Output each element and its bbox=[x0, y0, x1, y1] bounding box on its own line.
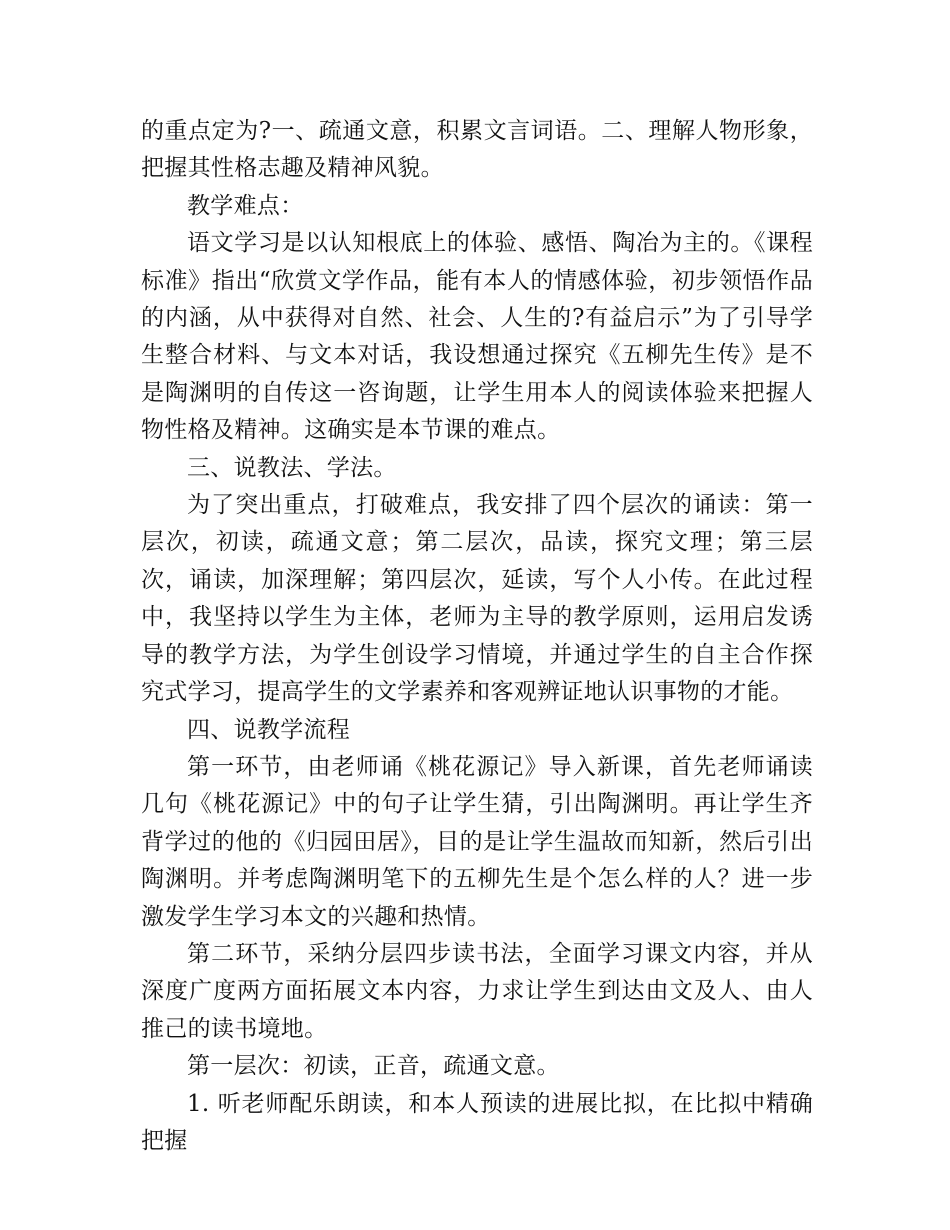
heading-teaching-difficulty: 教学难点： bbox=[187, 192, 304, 219]
paragraph-second-stage: 第二环节，采纳分层四步读书法，全面学习课文内容，并从深度广度两方面拓展文本内容，力求让学生到达由文及人、由人推己的读书境地。 bbox=[141, 940, 813, 1042]
paragraph-teaching-focus-continued: 的重点定为?一、疏通文意，积累文言词语。二、理解人物形象，把握其性格志趣及精神风貌。 bbox=[141, 118, 813, 182]
heading-teaching-process: 四、说教学流程 bbox=[187, 716, 351, 743]
paragraph-teaching-methods: 为了突出重点，打破难点，我安排了四个层次的诵读：第一层次，初读，疏通文意；第二层次，品读，探究文理；第三层次，诵读，加深理解；第四层次，延读，写个人小传。在此过程中，我坚持以学生为主体，老师为主导的教学原则，运用启发诱导的教学方法，为学生创设学习情境，并通过学生的自主合作探究式学习，提高学生的文学素养和客观辨证地认识事物的才能。 bbox=[141, 492, 813, 706]
heading-teaching-methods: 三、说教法、学法。 bbox=[187, 454, 397, 481]
list-item-1: 1. 听老师配乐朗读，和本人预读的进展比拟，在比拟中精确把握 bbox=[141, 1090, 813, 1154]
paragraph-teaching-difficulty: 语文学习是以认知根底上的体验、感悟、陶冶为主的。《课程标准》指出“欣赏文学作品，能有本人的情感体验，初步领悟作品的内涵，从中获得对自然、社会、人生的?有益启示”为了引导学生整合材料、与文本对话，我设想通过探究《五柳先生传》是不是陶渊明的自传这一咨询题，让学生用本人的阅读体验来把握人物性格及精神。这确实是本节课的难点。 bbox=[141, 230, 813, 444]
document-body bbox=[141, 113, 813, 1160]
paragraph-first-level: 第一层次：初读，正音，疏通文意。 bbox=[187, 1053, 560, 1080]
paragraph-first-stage: 第一环节，由老师诵《桃花源记》导入新课，首先老师诵读几句《桃花源记》中的句子让学生猜，引出陶渊明。再让学生齐背学过的他的《归园田居》，目的是让学生温故而知新，然后引出陶渊明。并考虑陶渊明笔下的五柳先生是个怎么样的人？进一步激发学生学习本文的兴趣和热情。 bbox=[141, 753, 813, 930]
